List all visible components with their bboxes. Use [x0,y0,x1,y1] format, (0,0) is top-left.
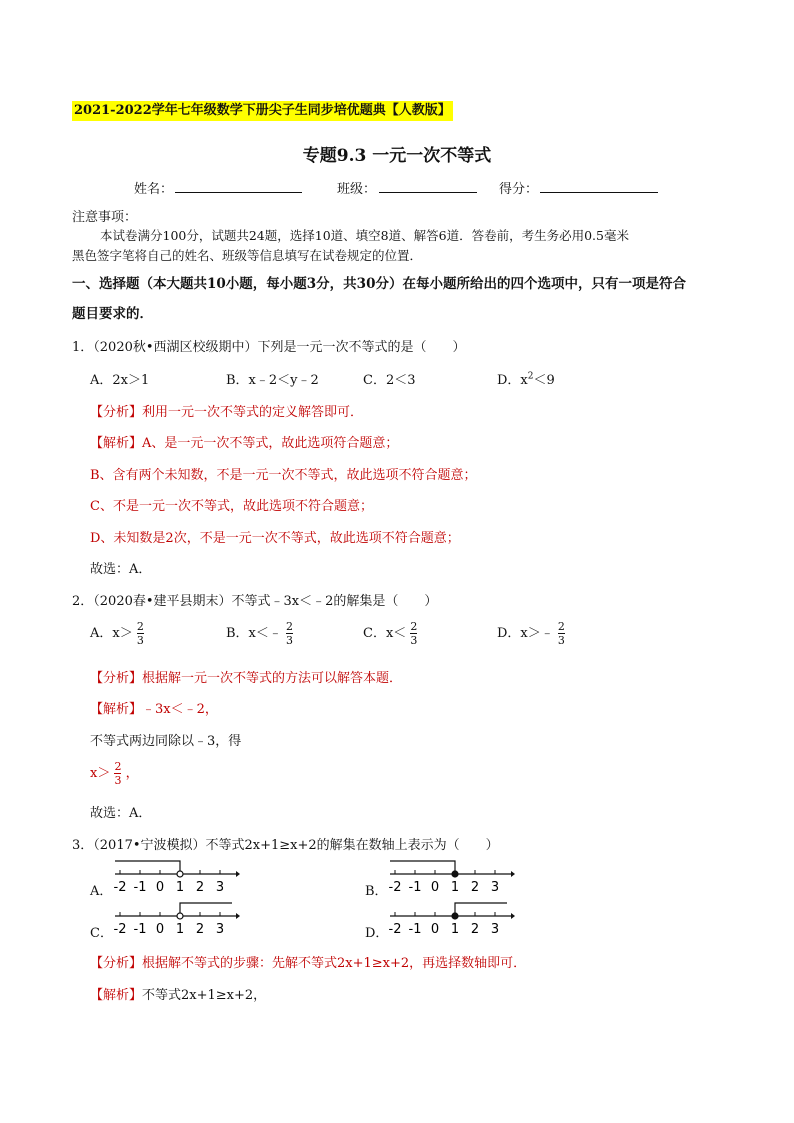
page-title: 专题9.3 一元一次不等式 [302,146,492,166]
open-point [177,913,183,919]
q1-analysis: 【分析】利用一元一次不等式的定义解答即可． [90,405,364,420]
tick-label: 0 [155,880,165,895]
q2-option-d[interactable]: D．x＞﹣ $\frac{2}{3}$ [497,620,565,647]
tick-label: 2 [195,922,205,937]
tick-label: -2 [388,922,402,937]
name-label: 姓名： [134,182,174,197]
q3-stem: 3．（2017•宁波模拟）不等式2x+1≥x+2的解集在数轴上表示为（ ） [72,838,499,853]
q3-option-b-numberline[interactable] [385,858,515,896]
q3-option-c-label[interactable]: C． [90,926,113,941]
tick-label: 3 [215,880,225,895]
tick-label: 1 [450,880,460,895]
q3-solution: 【解析】不等式2x+1≥x+2， [90,988,267,1003]
tick-label: 1 [175,880,185,895]
q1-solution-c: C、不是一元一次不等式，故此选项不符合题意； [90,499,373,514]
tick-label: 0 [430,922,440,937]
q2-solution-result: x＞ $\frac{2}{3}$ ， [90,760,139,787]
notes-line-1: 本试卷满分100分，试题共24题，选择10道、填空8道、解答6道．答卷前，考生务必用0.5毫米 [100,228,629,243]
q1-option-b[interactable]: B．x﹣2＜y﹣2 [226,373,319,388]
q1-answer: 故选：A． [90,562,152,577]
tick-label: 3 [490,922,500,937]
tick-label: 0 [430,880,440,895]
q2-option-b[interactable]: B．x＜﹣ $\frac{2}{3}$ [226,620,294,647]
notes-heading: 注意事项： [72,210,138,225]
q3-option-b-label[interactable]: B． [365,884,388,899]
q1-solution-b: B、含有两个未知数，不是一元一次不等式，故此选项不符合题意； [90,468,477,483]
closed-point [452,871,458,877]
q2-solution: 【解析】﹣3x＜﹣2， [90,702,218,717]
tick-label: 1 [175,922,185,937]
open-point [177,871,183,877]
class-field[interactable] [379,192,477,193]
q1-option-c[interactable]: C．2＜3 [363,373,416,388]
q1-solution-d: D、未知数是2次，不是一元一次不等式，故此选项不符合题意； [90,531,460,546]
class-label: 班级： [337,182,377,197]
tick-label: 2 [470,922,480,937]
q3-option-d-label[interactable]: D． [365,926,389,941]
tick-label: 1 [450,922,460,937]
q1-option-a[interactable]: A．2x＞1 [90,373,150,388]
tick-label: -2 [388,880,402,895]
q2-stem: 2．（2020春•建平县期末）不等式﹣3x＜﹣2的解集是（ ） [72,594,438,609]
q3-option-a-label[interactable]: A． [90,884,113,899]
tick-label: 3 [490,880,500,895]
score-field[interactable] [540,192,658,193]
header-banner: 2021-2022学年七年级数学下册尖子生同步培优题典【人教版】 [72,101,453,121]
q1-solution: 【解析】A、是一元一次不等式，故此选项符合题意； [90,436,399,451]
tick-label: 0 [155,922,165,937]
closed-point [452,913,458,919]
notes-line-2: 黑色签字笔将自己的姓名、班级等信息填写在试卷规定的位置． [72,248,423,263]
q2-option-c[interactable]: C．x＜ $\frac{2}{3}$ [363,620,418,647]
q1-option-d[interactable]: D．$x^2<9$ [497,371,555,388]
q2-answer: 故选：A． [90,806,152,821]
name-field[interactable] [175,192,302,193]
tick-label: 3 [215,922,225,937]
score-label: 得分： [499,182,539,197]
section-heading-line-1: 一、选择题（本大题共10小题，每小题3分，共30分）在每小题所给出的四个选项中，只有一项是符合 [72,276,686,292]
q2-analysis: 【分析】根据解一元一次不等式的方法可以解答本题． [90,671,403,686]
q3-analysis: 【分析】根据解不等式的步骤：先解不等式2x+1≥x+2，再选择数轴即可． [90,956,527,971]
q3-option-c-numberline[interactable] [110,900,240,938]
tick-label: 2 [470,880,480,895]
q2-solution-step: 不等式两边同除以﹣3，得 [90,734,242,749]
tick-label: -1 [133,922,147,937]
q3-option-a-numberline[interactable] [110,858,240,896]
tick-label: -1 [133,880,147,895]
q3-option-d-numberline[interactable] [385,900,515,938]
tick-label: -2 [113,922,127,937]
tick-label: -1 [408,880,422,895]
q2-option-a[interactable]: A．x＞ $\frac{2}{3}$ [90,620,144,647]
section-heading-line-2: 题目要求的． [72,306,153,322]
tick-label: 2 [195,880,205,895]
q1-stem: 1．（2020秋•西湖区校级期中）下列是一元一次不等式的是（ ） [72,340,466,355]
tick-label: -2 [113,880,127,895]
tick-label: -1 [408,922,422,937]
